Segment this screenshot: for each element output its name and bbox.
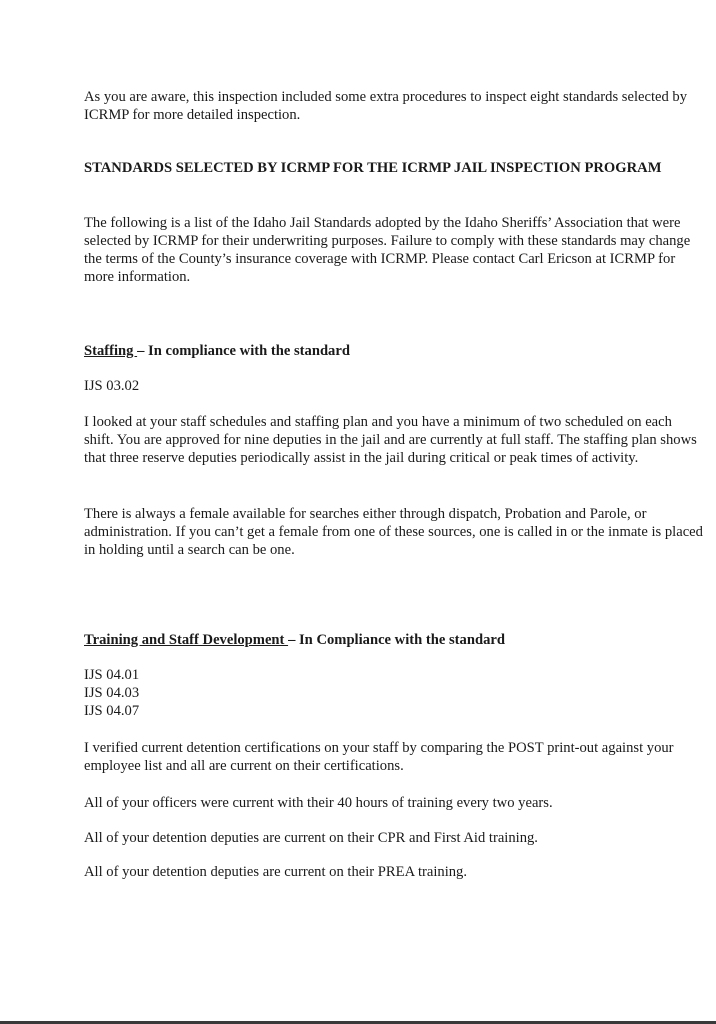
staffing-paragraph-1: I looked at your staff schedules and staffing plan and you have a minimum of two scheduled on each shift. You are approved for nine deputies in the jail and are currently at full staff. The staffing plan shows that three reserve deputies periodically assist in the jail during critical or peak times of activity. xyxy=(84,414,697,466)
training-code-3: IJS 04.07 xyxy=(84,703,140,719)
training-paragraph-3: All of your detention deputies are current on their CPR and First Aid training. xyxy=(84,830,538,846)
training-code-2: IJS 04.03 xyxy=(84,685,140,701)
staffing-heading xyxy=(84,342,704,360)
staffing-title: Staffing xyxy=(84,343,138,359)
section-body: The following is a list of the Idaho Jail Standards adopted by the Idaho Sheriffs’ Association that were selected by ICRMP for their underwriting purposes. Failure to comply with these standards may change the terms of the County’s insurance coverage with ICRMP. Please contact Carl Ericson at ICRMP for more information. xyxy=(84,215,691,285)
staffing-code: IJS 03.02 xyxy=(84,378,140,394)
staffing-paragraph-2: There is always a female available for searches either through dispatch, Probation and Parole, or administration. If you can’t get a female from one of these sources, one is called in or the inmate is placed in holding until a search can be one. xyxy=(84,506,703,558)
training-status: – In Compliance with the standard xyxy=(288,632,505,648)
training-heading xyxy=(84,631,704,649)
section-heading: STANDARDS SELECTED BY ICRMP FOR THE ICRMP JAIL INSPECTION PROGRAM xyxy=(84,160,662,176)
training-title: Training and Staff Development xyxy=(84,632,289,648)
intro-paragraph: As you are aware, this inspection included some extra procedures to inspect eight standards selected by ICRMP for more detailed inspection. xyxy=(84,89,688,123)
training-paragraph-2: All of your officers were current with their 40 hours of training every two years. xyxy=(84,795,553,811)
staffing-status: – In compliance with the standard xyxy=(137,343,350,359)
training-paragraph-1: I verified current detention certifications on your staff by comparing the POST print-out against your employee list and all are current on their certifications. xyxy=(84,740,674,774)
training-code-1: IJS 04.01 xyxy=(84,667,140,683)
training-paragraph-4: All of your detention deputies are current on their PREA training. xyxy=(84,864,467,880)
